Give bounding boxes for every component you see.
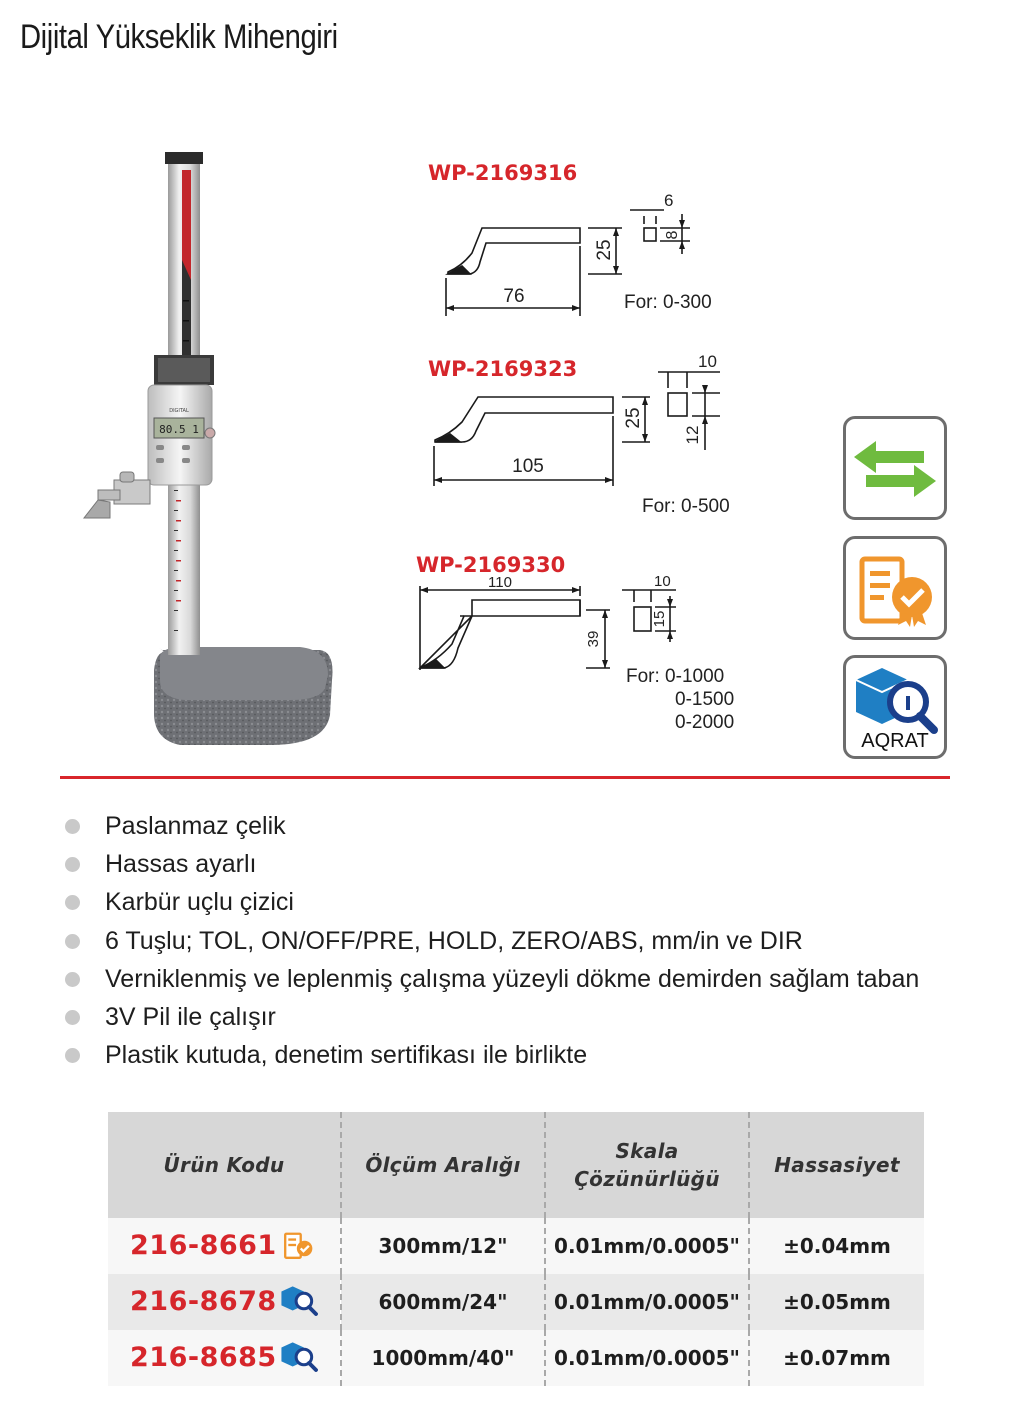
scriber-1-tip-width: 6 [664,191,674,210]
certificate-icon [278,1226,318,1264]
product-code[interactable]: 216-8661 [130,1230,277,1261]
resolution-cell: 0.01mm/0.0005" [545,1218,749,1274]
scriber-model-2: WP-2169323 [428,357,578,381]
header-resolution-line1: Skala [615,1139,679,1163]
scriber-3-for-2: 0-1500 [675,689,735,710]
bullet-icon [65,895,80,910]
range-cell: 600mm/24" [341,1274,545,1330]
feature-text: Karbür uçlu çizici [105,888,294,917]
product-code[interactable]: 216-8685 [130,1342,277,1373]
scriber-3-tip-height: 15 [651,610,668,628]
accuracy-cell: ±0.07mm [749,1330,924,1386]
scriber-1-tip-height: 8 [664,230,681,240]
certificate-badge [843,536,947,640]
accuracy-cell: ±0.05mm [749,1274,924,1330]
feature-item [64,808,919,846]
header-measuring-range: Ölçüm Aralığı [341,1112,545,1218]
bullet-icon [65,857,80,872]
lcd-reading: 80.5 1 [159,423,199,436]
page-title: Dijital Yükseklik Mihengiri [20,18,338,56]
feature-item [64,884,919,922]
scriber-2-for: For: 0-500 [642,496,730,517]
scriber-drawings [400,150,820,750]
spec-table [108,1112,924,1386]
scriber-3-height: 39 [585,630,602,648]
table-row [108,1218,924,1274]
scriber-3-for: For: 0-1000 [626,666,725,687]
exchange-badge [843,416,947,520]
feature-item [64,923,919,961]
feature-text: 6 Tuşlu; TOL, ON/OFF/PRE, HOLD, ZERO/ABS, mm/in ve DIR [105,926,803,955]
certificate-icon [846,539,944,637]
aqrat-badge [843,655,947,759]
feature-item [64,999,919,1037]
accuracy-cell: ±0.04mm [749,1218,924,1274]
range-cell: 1000mm/40" [341,1330,545,1386]
feature-text: Hassas ayarlı [105,850,257,879]
table-header-row [108,1112,924,1218]
table-row [108,1274,924,1330]
scriber-2-tip-height: 12 [683,425,702,445]
scriber-model-1: WP-2169316 [428,161,578,185]
scriber-3-length: 110 [488,574,512,591]
product-code-cell [108,1330,341,1386]
bullet-icon [65,934,80,949]
header-resolution [545,1112,749,1218]
aqrat-label: AQRAT [861,730,929,752]
scriber-model-3: WP-2169330 [416,553,566,577]
scriber-2-tip-width: 10 [698,352,717,371]
scriber-3-for-3: 0-2000 [675,712,735,733]
header-resolution-line2: Çözünürlüğü [574,1167,720,1191]
feature-text: Paslanmaz çelik [105,812,286,840]
bullet-icon [65,1048,80,1063]
inspection-icon [278,1282,322,1320]
exchange-arrows-icon [846,419,944,517]
gauge-brand: DIGITAL [169,408,189,414]
feature-item [64,846,919,884]
scriber-1-length: 76 [503,286,525,307]
scriber-1-height: 25 [594,239,615,261]
feature-item [64,1037,919,1075]
inspection-icon [278,1338,322,1376]
range-cell: 300mm/12" [341,1218,545,1274]
scriber-3-tip-width: 10 [654,573,671,590]
bullet-icon [65,1010,80,1025]
feature-list [64,808,919,1075]
feature-text: Plastik kutuda, denetim sertifikası ile birlikte [105,1041,588,1070]
product-code[interactable]: 216-8678 [130,1286,277,1317]
header-product-code: Ürün Kodu [108,1112,341,1218]
table-row [108,1330,924,1386]
bullet-icon [65,819,80,834]
feature-text: Verniklenmiş ve leplenmiş çalışma yüzeyli dökme demirden sağlam taban [105,964,920,993]
feature-item [64,961,919,999]
header-accuracy: Hassasiyet [749,1112,924,1218]
scriber-2-length: 105 [512,456,544,477]
height-gauge-image [70,140,340,750]
product-code-cell [108,1218,341,1274]
section-divider [60,776,950,779]
product-code-cell [108,1274,341,1330]
feature-text: 3V Pil ile çalışır [105,1002,276,1031]
bullet-icon [65,972,80,987]
resolution-cell: 0.01mm/0.0005" [545,1330,749,1386]
resolution-cell: 0.01mm/0.0005" [545,1274,749,1330]
scriber-1-for: For: 0-300 [624,292,712,313]
scriber-2-height: 25 [623,407,644,429]
